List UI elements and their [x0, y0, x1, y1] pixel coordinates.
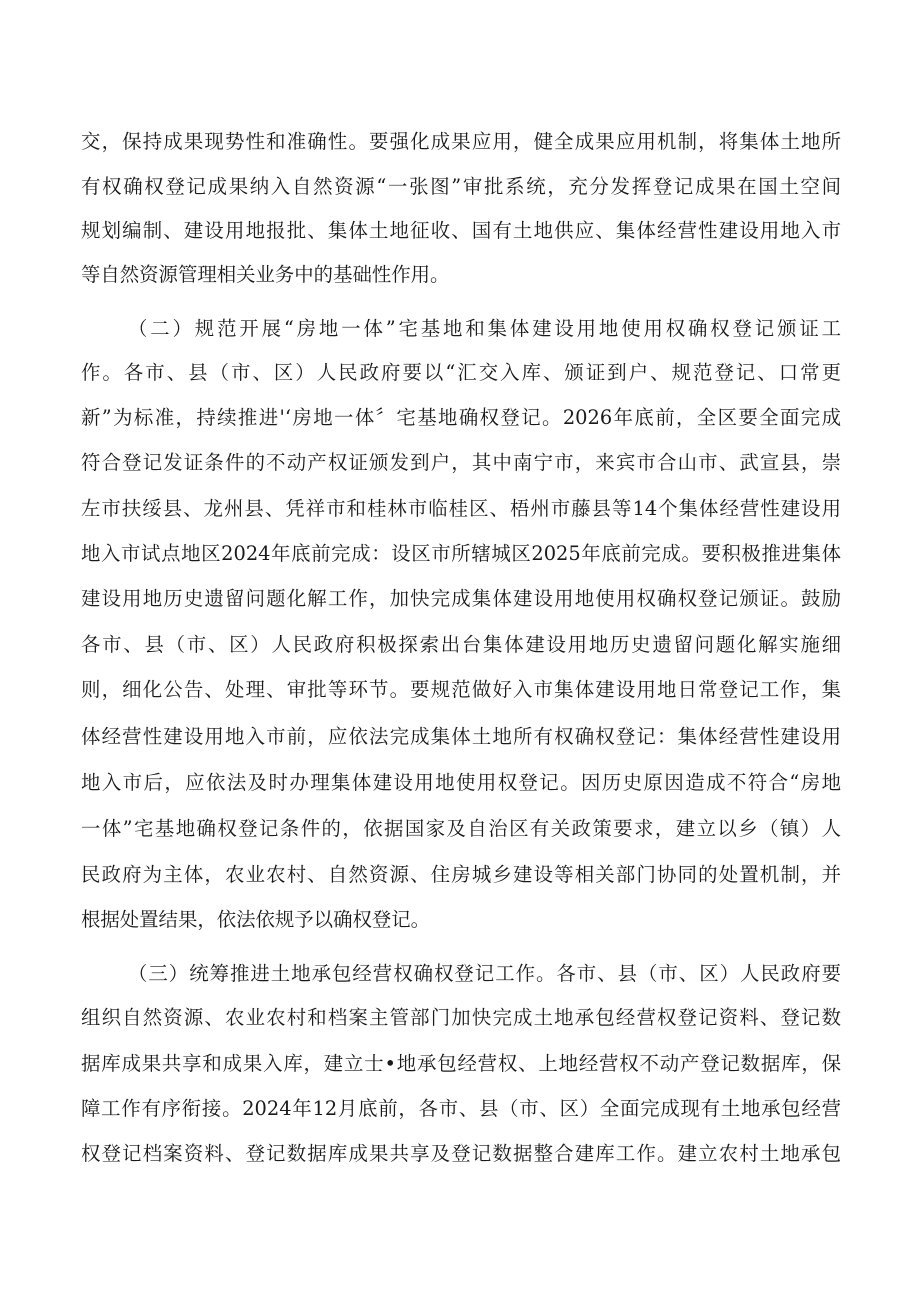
section-heading-2: （二）规范开展“房地一体”宅基地和集体建设用地使用权确权登记颁证工 — [128, 317, 841, 340]
text-line-6: 作。各市、县（市、区）人民政府要以“汇交入库、颁证到户、规范登记、口常更 — [81, 361, 841, 384]
section-heading-3: （三）统筹推进土地承包经营权确权登记工作。各市、县（市、区）人民政府要 — [128, 962, 841, 985]
text-line-9: 左市扶绥县、龙州县、凭祥市和桂林市临桂区、梧州市藤县等14个集体经营性建设用 — [81, 497, 841, 520]
text-line-21: 据库成果共享和成果入库，建立士•地承包经营权、上地经营权不动产登记数据库，保 — [81, 1052, 841, 1075]
text-line-16: 一体”宅基地确权登记条件的，依据国家及自治区有关政策要求，建立以乡（镇）人 — [81, 817, 841, 840]
text-line-14: 体经营性建设用地入市前，应依法完成集体土地所有权确权登记：集体经营性建设用 — [81, 725, 841, 748]
text-line-22: 障工作有序衔接。2024年12月底前，各市、县（市、区）全面完成现有土地承包经营 — [81, 1097, 841, 1120]
text-line-20: 组织自然资源、农业农村和档案主管部门加快完成土地承包经营权登记资料、登记数 — [81, 1006, 841, 1029]
text-line-10: 地入市试点地区2024年底前完成：设区市所辖城区2025年底前完成。要积极推进集体 — [81, 542, 841, 565]
text-line-7: 新”为标准，持续推进'‘房地一体〞宅基地确权登记。2026年底前，全区要全面完成 — [81, 406, 841, 429]
text-line-12: 各市、县（市、区）人民政府积极探索出台集体建设用地历史遗留问题化解实施细 — [81, 633, 841, 656]
text-line-17: 民政府为主体，农业农村、自然资源、住房城乡建设等相关部门协同的处置机制，并 — [81, 863, 841, 886]
text-line-3: 规划编制、建设用地报批、集体土地征收、国有土地供应、集体经营性建设用地入市 — [81, 219, 841, 242]
text-line-23: 权登记档案资料、登记数据库成果共享及登记数据整合建库工作。建立农村土地承包 — [81, 1142, 841, 1165]
text-line-15: 地入市后，应依法及时办理集体建设用地使用权登记。因历史原因造成不符合“房地 — [81, 771, 841, 794]
text-line-18: 根据处置结果，依法依规予以确权登记。 — [81, 908, 431, 931]
text-line-8: 符合登记发证条件的不动产权证颁发到户，其中南宁市，来宾市合山市、武宣县，崇 — [81, 451, 841, 474]
text-line-4: 等自然资源管理相关业务中的基础性作用。 — [81, 263, 450, 286]
text-line-2: 有权确权登记成果纳入自然资源“一张图”审批系统，充分发挥登记成果在国土空间 — [81, 175, 841, 198]
text-line-1: 交，保持成果现势性和准确性。要强化成果应用，健全成果应用机制，将集体土地所 — [81, 130, 841, 153]
text-line-11: 建设用地历史遗留问题化解工作，加快完成集体建设用地使用权确权登记颁证。鼓励 — [81, 587, 841, 610]
text-line-13: 则，细化公告、处理、审批等环节。要规范做好入市集体建设用地日常登记工作，集 — [81, 678, 841, 701]
